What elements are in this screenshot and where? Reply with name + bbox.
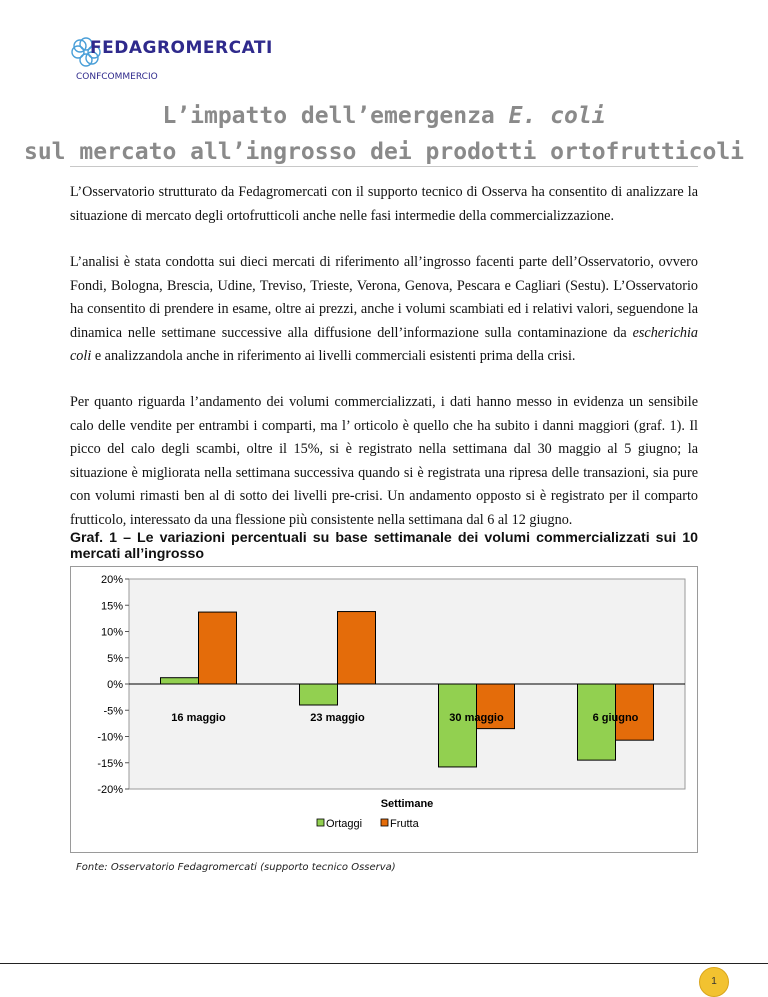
- bar-ortaggi: [161, 678, 199, 684]
- paragraph-1: L’Osservatorio strutturato da Fedagromercati con il supporto tecnico di Osserva ha consentito di analizzare la situazione di mercato degli ortofrutticoli anche nelle fasi intermedie della commercializzazione.: [70, 184, 698, 224]
- chart-container: [70, 566, 698, 853]
- x-category-label: 16 maggio: [171, 711, 226, 724]
- y-tick-label: -20%: [97, 784, 123, 796]
- figure-title: Graf. 1 – Le variazioni percentuali su base settimanale dei volumi commercializzati sui 10 mercati all’ingrosso: [70, 530, 698, 562]
- legend-swatch-ortaggi: [317, 819, 324, 826]
- y-tick-label: -5%: [103, 705, 123, 718]
- footer-divider: [0, 963, 768, 964]
- page-title-line1: [0, 103, 768, 129]
- x-category-label: 23 maggio: [310, 711, 365, 724]
- x-category-label: 30 maggio: [449, 711, 504, 724]
- y-tick-label: -10%: [97, 731, 123, 744]
- bar-frutta: [199, 612, 237, 684]
- logo: [62, 32, 273, 88]
- bar-ortaggi: [300, 684, 338, 705]
- legend-swatch-frutta: [381, 819, 388, 826]
- brand-name: FEDAGROMERCATI: [90, 38, 273, 58]
- bar-chart: [71, 567, 697, 852]
- title-emphasis: E. coli: [508, 103, 606, 129]
- legend-label-ortaggi: Ortaggi: [326, 818, 363, 830]
- page-title-line2: sul mercato all’ingrosso dei prodotti ortofrutticoli: [23, 139, 745, 165]
- figure-source: Fonte: Osservatorio Fedagromercati (supporto tecnico Osserva): [76, 862, 396, 873]
- paragraph-2: [70, 251, 698, 369]
- x-axis-title: Settimane: [380, 798, 434, 810]
- bar-frutta: [338, 612, 376, 684]
- y-tick-label: 15%: [100, 600, 123, 613]
- title-divider: [70, 166, 698, 167]
- paragraph-2-text-a: L’analisi è stata condotta sui dieci mercati di riferimento all’ingrosso facenti parte dell’Osservatorio, ovvero Fondi, Bologna, Brescia, Udine, Treviso, Trieste, Verona, Genova, Pescara e Cagliari (Sestu). L’Osservatorio ha consentito di prendere in esame, oltre ai prezzi, anche i volumi scambiati ed i relativi valori, seguendone la dinamica nelle settimane successive alla diffusione dell’informazione sulla contaminazione da: [70, 254, 698, 341]
- legend-label-frutta: Frutta: [390, 818, 419, 830]
- bar-ortaggi: [439, 684, 477, 767]
- paragraph-2-text-b: e analizzandola anche in riferimento ai livelli commerciali esistenti prima della crisi.: [91, 348, 576, 364]
- y-tick-label: 20%: [100, 574, 123, 586]
- title-text: L’impatto dell’emergenza: [162, 103, 509, 129]
- paragraph-3: Per quanto riguarda l’andamento dei volumi commercializzati, i dati hanno messo in evidenza un sensibile calo delle vendite per entrambi i comparti, ma l’ orticolo è quello che ha subito i danni maggiori (graf. 1). Il picco del calo degli scambi, oltre il 15%, si è registrato nella settimana dal 30 maggio al 5 giugno; la situazione è migliorata nella settimana successiva quando si è registrata una ripresa delle transazioni, sia pure con volumi rimasti ben al di sotto dei livelli pre-crisi. Un andamento opposto si è registrato per il comparto frutticolo, interessato da una flessione più consistente nella settimana dal 6 al 12 giugno.: [70, 394, 698, 528]
- paragraph-2-emphasis: escherichia coli: [70, 324, 698, 364]
- x-category-label: 6 giugno: [592, 711, 639, 724]
- page-number: 1: [699, 967, 729, 997]
- y-tick-label: -15%: [97, 757, 123, 770]
- brand-sub: CONFCOMMERCIO: [76, 72, 158, 82]
- y-tick-label: 5%: [107, 652, 123, 665]
- y-tick-label: 10%: [100, 626, 123, 639]
- y-tick-label: 0%: [107, 679, 123, 691]
